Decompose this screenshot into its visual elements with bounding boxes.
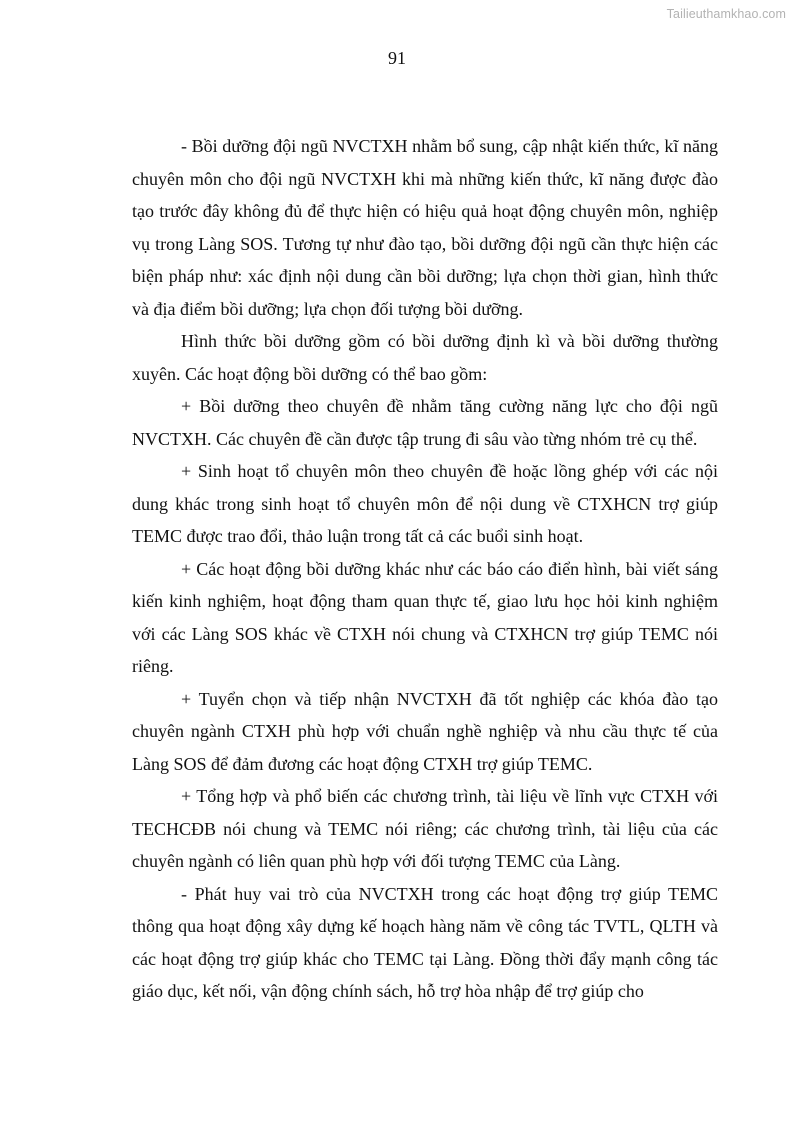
watermark: Tailieuthamkhao.com [666,7,786,21]
paragraph-other-activities: + Các hoạt động bồi dưỡng khác như các báo cáo điển hình, bài viết sáng kiến kinh nghiệm, hoạt động tham quan thực tế, giao lưu học hỏi kinh nghiệm với các Làng SOS khác về CTXH nói chung và CTXHCN trợ giúp TEMC nói riêng. [132,558,718,676]
paragraph-role-promotion: - Phát huy vai trò của NVCTXH trong các hoạt động trợ giúp TEMC thông qua hoạt động xây dựng kế hoạch hàng năm về công tác TVTL, QLTH và các hoạt động trợ giúp khác cho TEMC tại Làng. Đồng thời đẩy mạnh công tác giáo dục, kết nối, vận động chính sách, hỗ trợ hòa nhập để trợ giúp cho [132,883,718,1001]
paragraph-fostering-forms: Hình thức bồi dưỡng gồm có bồi dưỡng định kì và bồi dưỡng thường xuyên. Các hoạt động bồi dưỡng có thể bao gồm: [132,331,718,384]
page-number: 91 [388,48,406,68]
paragraph-recruitment: + Tuyển chọn và tiếp nhận NVCTXH đã tốt nghiệp các khóa đào tạo chuyên ngành CTXH phù hợp với chuẩn nghề nghiệp và nhu cầu thực tế của Làng SOS để đảm đương các hoạt động CTXH trợ giúp TEMC. [132,688,718,774]
paragraph-topic-fostering: + Bồi dưỡng theo chuyên đề nhằm tăng cường năng lực cho đội ngũ NVCTXH. Các chuyên đề cần được tập trung đi sâu vào từng nhóm trẻ cụ thể. [132,396,718,449]
paragraph-fostering-staff: - Bồi dưỡng đội ngũ NVCTXH nhằm bổ sung, cập nhật kiến thức, kĩ năng chuyên môn cho đội ngũ NVCTXH khi mà những kiến thức, kĩ năng được đào tạo trước đây không đủ để thực hiện có hiệu quả hoạt động chuyên môn, nghiệp vụ trong Làng SOS. Tương tự như đào tạo, bồi dưỡng đội ngũ cần thực hiện các biện pháp như: xác định nội dung cần bồi dưỡng; lựa chọn thời gian, hình thức và địa điểm bồi dưỡng; lựa chọn đối tượng bồi dưỡng. [132,136,718,319]
document-body [132,130,718,1008]
paragraph-professional-meetings: + Sinh hoạt tổ chuyên môn theo chuyên đề hoặc lồng ghép với các nội dung khác trong sinh hoạt tổ chuyên môn để nội dung về CTXHCN trợ giúp TEMC được trao đổi, thảo luận trong tất cả các buổi sinh hoạt. [132,461,718,546]
paragraph-dissemination: + Tổng hợp và phổ biến các chương trình, tài liệu về lĩnh vực CTXH với TECHCĐB nói chung và TEMC nói riêng; các chương trình, tài liệu của các chuyên ngành có liên quan phù hợp với đối tượng TEMC của Làng. [132,786,718,871]
